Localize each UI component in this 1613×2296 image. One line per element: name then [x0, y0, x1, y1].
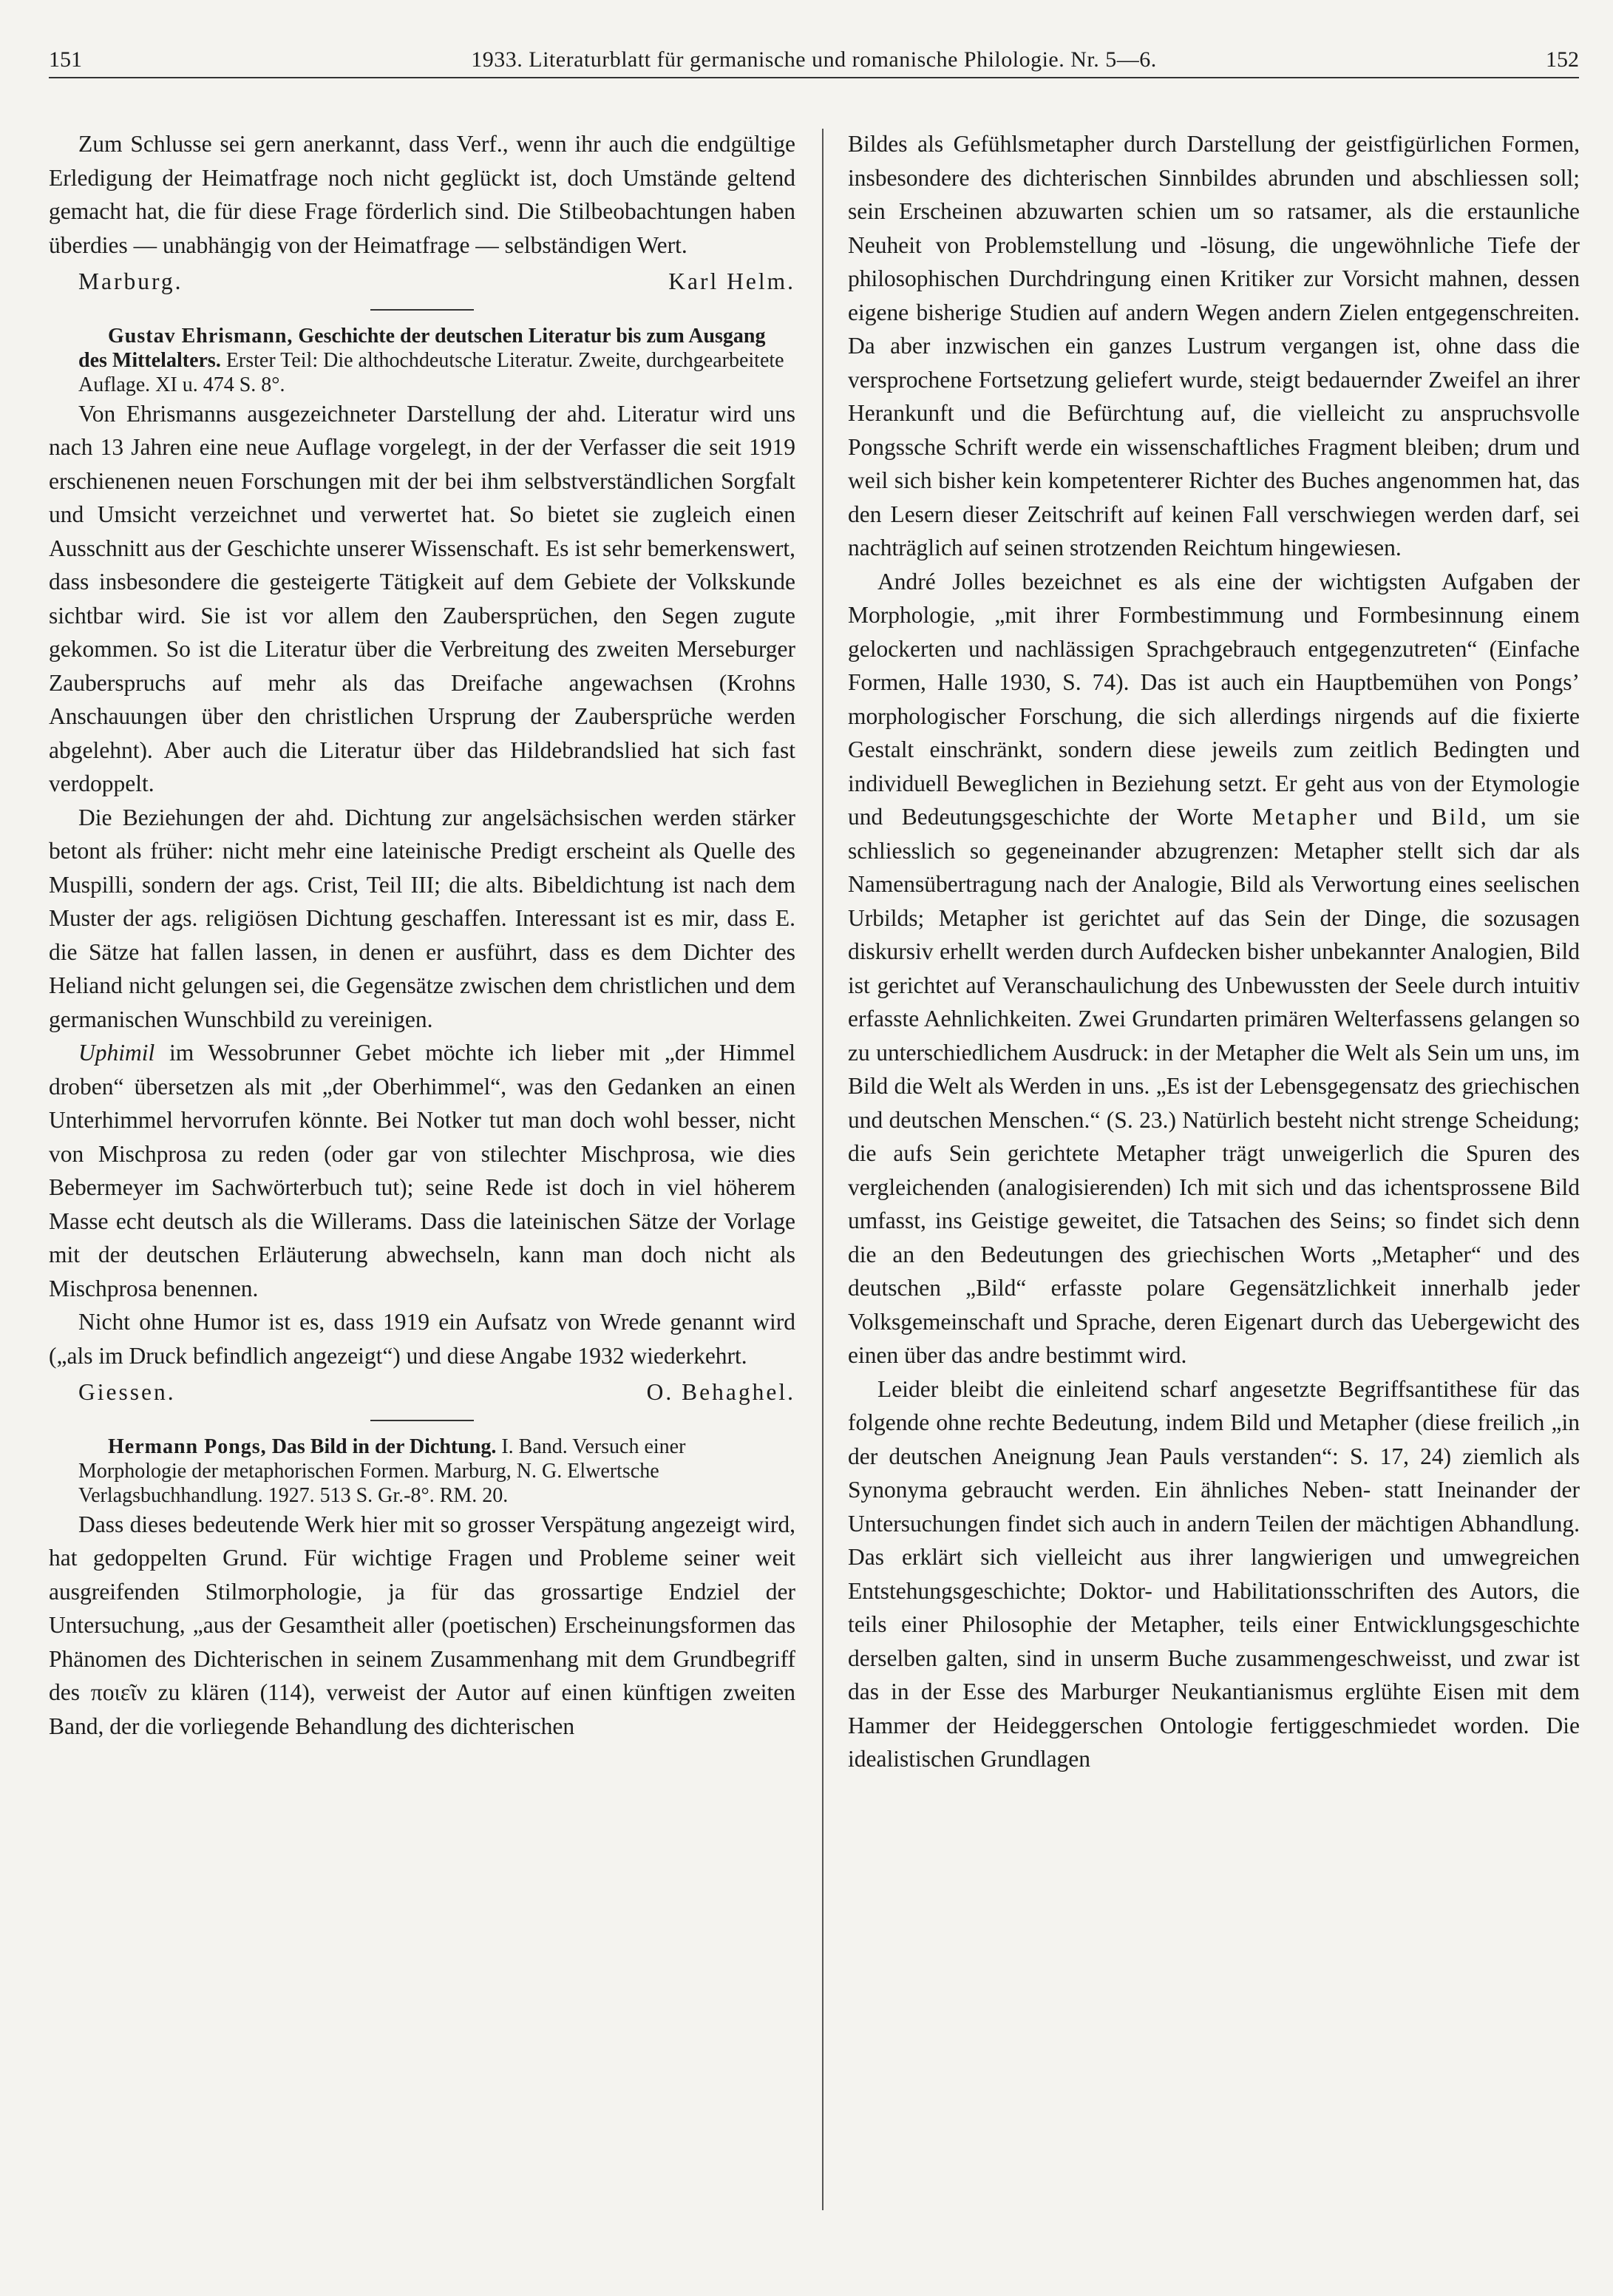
signature-place: Marburg. [78, 268, 183, 294]
signature-name: O. Behaghel. [646, 1379, 795, 1405]
column-divider [822, 129, 824, 2210]
journal-title: 1933. Literaturblatt für germanische und romanische Philologie. Nr. 5—6. [471, 47, 1157, 72]
paragraph: Zum Schlusse sei gern anerkannt, dass Verf., wenn ihr auch die endgültige Erledigung der Heimatfrage noch nicht geglückt ist, doch Umstände geltend gemacht hat, die für diese Frage förderlich sind. Die Stilbeobachtungen haben überdies — unabhängig von der Heimatfrage — selbständigen Wert. [49, 131, 795, 258]
page-number-right: 152 [1546, 47, 1579, 72]
page-number-left: 151 [49, 47, 82, 72]
page-header [49, 44, 1579, 78]
paragraph-text: André Jolles bezeichnet es als eine der wichtigsten Aufgaben der Morphologie, „mit ihrer Formbestimmung und Formbesinnung einem gelockerten und nachlässigen Sprachgebrauch entgegenzutreten“ (Einfache Formen, Halle 1930, S. 74). Das ist auch ein Hauptbemühen von Pongs’ morphologischer Forschung, die sich allerdings nirgends auf die fixierte Gestalt einschränkt, sondern diese jeweils zum zeitlich Bedingten und individuell Beweglichen in Beziehung setzt. Er geht aus von der Etymologie und Bedeutungsgeschichte der Worte [848, 568, 1580, 830]
review-heading [49, 1435, 795, 1508]
paragraph: Dass dieses bedeutende Werk hier mit so grosser Verspätung angezeigt wird, hat gedoppelten Grund. Für wichtige Fragen und Probleme seiner weit ausgreifenden Stilmorphologie, ja für das grossartige Endziel der Untersuchung, „aus der Gesamtheit aller (poetischen) Erscheinungsformen das Phänomen des Dichterischen in seinem Zusammenhang mit dem Grundbegriff des ποιεῖν zu klären (114), verweist der Autor auf einen künftigen zweiten Band, der die vorliegende Behandlung des dichterischen [49, 1511, 795, 1739]
spaced-term: Bild [1431, 804, 1481, 830]
review-author: Gustav Ehrismann, [108, 324, 293, 348]
separator-rule [370, 309, 474, 311]
signature-place: Giessen. [78, 1379, 176, 1405]
paragraph: Die Beziehungen der ahd. Dichtung zur angelsächsischen werden stärker betont als früher: nicht mehr eine lateinische Predigt erscheint als Quelle des Muspilli, sondern der ags. Crist, Teil III; die alts. Bibeldichtung ist nach dem Muster der ags. religiösen Dichtung geschaffen. Interessant ist es mir, dass E. die Sätze hat fallen lassen, in denen er ausführt, dass es dem Dichter des Heliand nicht gelungen sei, die Gegensätze zwischen dem christlichen und dem germanischen Wunschbild zu vereinigen. [49, 804, 795, 1032]
right-column [848, 127, 1580, 1776]
review-bibliographic-info: I. Band. Versuch einer Morphologie der metaphorischen Formen. Marburg, N. G. Elwertsche Verlagsbuchhandlung. 1927. 513 S. Gr.-8°. RM. 20. [78, 1435, 686, 1507]
paragraph-text: im Wessobrunner Gebet möchte ich lieber mit „der Himmel droben“ übersetzen als mit „der Oberhimmel“, was den Gedanken an einen Unterhimmel hervorrufen könnte. Bei Notker tut man doch wohl besser, nicht von Mischprosa zu reden (oder gar von stilechter Mischprosa, wie dies Bebermeyer im Sachwörterbuch tut); seine Rede ist doch in viel höherem Masse echt deutsch als die Willerams. Dass die lateinischen Sätze der Vorlage mit der deutschen Erläuterung abwechseln, kann man doch nicht als Mischprosa benennen. [49, 1040, 795, 1301]
paragraph: Bildes als Gefühlsmetapher durch Darstellung der geistfigürlichen Formen, insbesondere des dichterischen Sinnbildes abrunden und abschliessen soll; sein Erscheinen abzuwarten schien um so ratsamer, als die erstaunliche Neuheit von Problemstellung und -lösung, die ungewöhnliche Tiefe der philosophischen Durchdringung einen Kritiker zur Vorsicht mahnen, dessen eigene bisherige Studien auf andern Wegen andern Zielen entgegenschreiten. Da aber inzwischen ein ganzes Lustrum vergangen ist, ohne dass die versprochene Fortsetzung geliefert wurde, steigt bedauernder Zweifel an ihrer Herankunft und die Befürchtung auf, die vielleicht zu anspruchsvolle Pongssche Schrift werde ein wissenschaftliches Fragment bleiben; drum und weil sich bisher kein kompetenterer Richter des Buches angenommen hat, das den Lesern dieser Zeitschrift auf keinen Fall verschwiegen werden darf, sei nachträglich auf seinen strotzenden Reichtum hingewiesen. [848, 131, 1580, 561]
review-title: Geschichte der deutschen Literatur bis zum Ausgang des Mittelalters. [78, 324, 766, 372]
review-title: Das Bild in der Dichtung. [271, 1435, 497, 1458]
paragraph: Nicht ohne Humor ist es, dass 1919 ein Aufsatz von Wrede genannt wird („als im Druck befindlich angezeigt“) und diese Angabe 1932 wiederkehrt. [49, 1309, 795, 1369]
separator-rule [370, 1420, 474, 1421]
paragraph [848, 565, 1580, 1372]
italic-term: Uphimil [78, 1040, 155, 1066]
left-column [49, 127, 795, 1743]
review-author: Hermann Pongs, [108, 1435, 267, 1458]
paragraph-text: und [1359, 804, 1432, 830]
signature-name: Karl Helm. [668, 268, 795, 294]
paragraph-text: , um sie schliesslich so gegeneinander abzugrenzen: Metapher stellt sich dar als Namensübertragung nach der Analogie, Bild als Verwortung eines seelischen Urbilds; Metapher ist gerichtet auf das Sein der Dinge, die sozusagen diskursiv erhellt werden durch Aufdecken bisher unbekannter Analogien, Bild ist gerichtet auf Veranschaulichung des Unbewussten der Seele durch intuitiv erfasste Aehnlichkeiten. Zwei Grundarten primären Welterfassens gelangen so zu unterschiedlichem Ausdruck: in der Metapher die Welt als Sein um uns, im Bild die Welt als Werden in uns. „Es ist der Lebensgegensatz des griechischen und deutschen Menschen.“ (S. 23.) Natürlich besteht nicht strenge Scheidung; die aufs Sein gerichtete Metapher trägt unweigerlich die Spuren des vergleichenden (analogisierenden) Ich mit sich und das ichentsprossene Bild umfasst, ins Geistige geweitet, die Tatsachen des Seins; so findet sich denn die an den Bedeutungen des griechischen Worts „Metapher“ und des deutschen „Bild“ erfasste polare Gegensätzlichkeit innerhalb jeder Volksgemeinschaft und Sprache, deren Eigenart durch das Uebergewicht des einen über das andre bestimmt wird. [848, 804, 1580, 1368]
review-bibliographic-info: Erster Teil: Die althochdeutsche Literatur. Zweite, durchgearbeitete Auflage. XI u. 474 S. 8°. [78, 348, 784, 396]
spaced-term: Metapher [1252, 804, 1359, 830]
signature [49, 1375, 795, 1409]
signature [49, 265, 795, 299]
review-heading [49, 324, 795, 397]
paragraph [49, 1036, 795, 1305]
paragraph: Von Ehrismanns ausgezeichneter Darstellung der ahd. Literatur wird uns nach 13 Jahren eine neue Auflage vorgelegt, in der der Verfasser die seit 1919 erschienenen neuen Forschungen mit der bei ihm selbstverständlichen Sorgfalt und Umsicht verzeichnet und verwertet hat. So bietet sie zugleich einen Ausschnitt aus der Geschichte unserer Wissenschaft. Es ist sehr bemerkenswert, dass insbesondere die gesteigerte Tätigkeit auf dem Gebiete der Volkskunde sichtbar wird. Sie ist vor allem den Zaubersprüchen, den Segen zugute gekommen. So ist die Literatur über die Verbreitung des zweiten Merseburger Zauberspruchs auf mehr als das Dreifache angewachsen (Krohns Anschauungen über den christlichen Ursprung der Zaubersprüche werden abgelehnt). Aber auch die Literatur über das Hildebrandslied hat sich fast verdoppelt. [49, 400, 795, 796]
paragraph: Leider bleibt die einleitend scharf angesetzte Begriffsantithese für das folgende ohne rechte Bedeutung, indem Bild und Metapher (diese freilich „in der deutschen Aneignung Jean Pauls verstanden“: S. 17, 24) ziemlich als Synonyma gebraucht werden. Ein ähnliches Neben- statt Ineinander der Untersuchungen findet sich auch in andern Teilen der mächtigen Abhandlung. Das erklärt sich vielleicht aus ihrer langwierigen und umwegreichen Entstehungsgeschichte; Doktor- und Habilitationsschriften des Autors, die teils einer Philosophie der Metapher, teils einer Entwicklungsgeschichte derselben galten, sind in unserm Buche zusammengeschweisst, und zwar ist das in der Esse des Marburger Neukantianismus erglühte Eisen mit dem Hammer der Heideggerschen Ontologie fertiggeschmiedet worden. Die idealistischen Grundlagen [848, 1375, 1580, 1772]
